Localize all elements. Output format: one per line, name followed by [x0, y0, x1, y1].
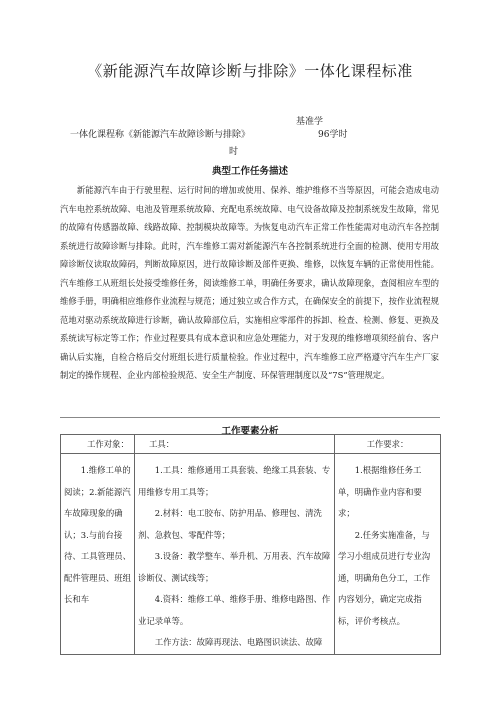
course-hours: 96学时: [318, 130, 348, 140]
work-object-text: 1.维修工单的阅读；2.新能源汽车故障现象的确认；3.与前台接待、工具管理员、配件管理员、班组长和车: [64, 465, 131, 604]
equipment-item: 3.设备：教学整车、举升机、万用表、汽车故障诊断仪、测试线等；: [138, 551, 331, 583]
header-work-object: 工作对象：: [61, 435, 135, 454]
work-elements-table: [60, 434, 441, 655]
task-description-paragraph: 新能源汽车由于行驶里程、运行时间的增加或使用、保养、维护维修不当等原因，可能会造成电动汽车电控系统故障、电池及管理系统故障、充配电系统故障、电气设备故障及控制系统发生故障，常见的故障有传感器故障、线路故障、控制模块故障等。为恢复电动汽车正常工作性能需对电动汽车各控制系统进行故障诊断与排除。此时，汽车维修工需对新能源汽车各控制系统进行全面的检测、使用专用故障诊断仪读取故障码，判断故障原因，进行故障诊断及部件更换、维修，以恢复车辆的正常使用性能。汽车维修工从班组长处接受维修任务，阅读维修工单，明确任务要求，确认故障现象，查阅相应车型的维修手册，明确相应维修作业流程与规范；通过独立或合作方式，在确保安全的前提下，按作业流程规范地对驱动系统故障进行诊断，确认故障部位后，实施相应零部件的拆卸、检查、检测、修复、更换及系统读写标定等工作；作业过程要具有成本意识和应急处理能力，对于发现的维修增项须经前台、客户确认后实施，自检合格后交付班组长进行质量检验。作业过程中，汽车维修工应严格遵守汽车生产厂家制定的操作规程、企业内部检验规范、安全生产制度、环保管理制度以及“7S”管理规定。: [60, 185, 439, 380]
work-object-cell: [61, 454, 135, 655]
meta-line-d: 时: [229, 147, 239, 157]
materials-item: 2.材料：电工胶布、防护用品、修理包、清洗剂、急救包、零配件等；: [138, 508, 322, 540]
page-bottom-margin: [0, 666, 500, 707]
tools-cell: [135, 454, 335, 655]
course-name-line: 一体化课程称《新能源汽车故障诊断与排除》: [70, 130, 251, 140]
requirements-cell: [335, 454, 441, 655]
table-row: [61, 454, 441, 655]
references-item: 4.资料：维修工单、维修手册、维修电路图、作业记录单等。: [138, 594, 331, 626]
tools-item: 1.工具：维修通用工具套装、绝缘工具套装、专用维修专用工具等；: [138, 465, 331, 497]
page-title: 《新能源汽车故障诊断与排除》一体化课程标准: [87, 62, 413, 80]
requirement-item: 2.任务实施准备，与学习小组成员进行专业沟通，明确角色分工，工作内容划分，确定完成指标，评价考核点。: [338, 529, 431, 626]
work-method-item: 工作方法：故障再现法、电路图识读法、故障: [154, 637, 323, 647]
section-heading-elements: 工作要素分析: [221, 426, 279, 437]
table-header-row: [61, 435, 441, 454]
section-heading-task: 典型工作任务描述: [211, 166, 288, 177]
header-work-requirements: 工作要求：: [335, 435, 441, 454]
requirement-item: 1.根据维修任务工单，明确作业内容和要求；: [338, 465, 422, 518]
section-divider: [60, 417, 440, 418]
header-tools: 工具：: [135, 435, 335, 454]
meta-line-a: 基准学: [296, 117, 324, 127]
